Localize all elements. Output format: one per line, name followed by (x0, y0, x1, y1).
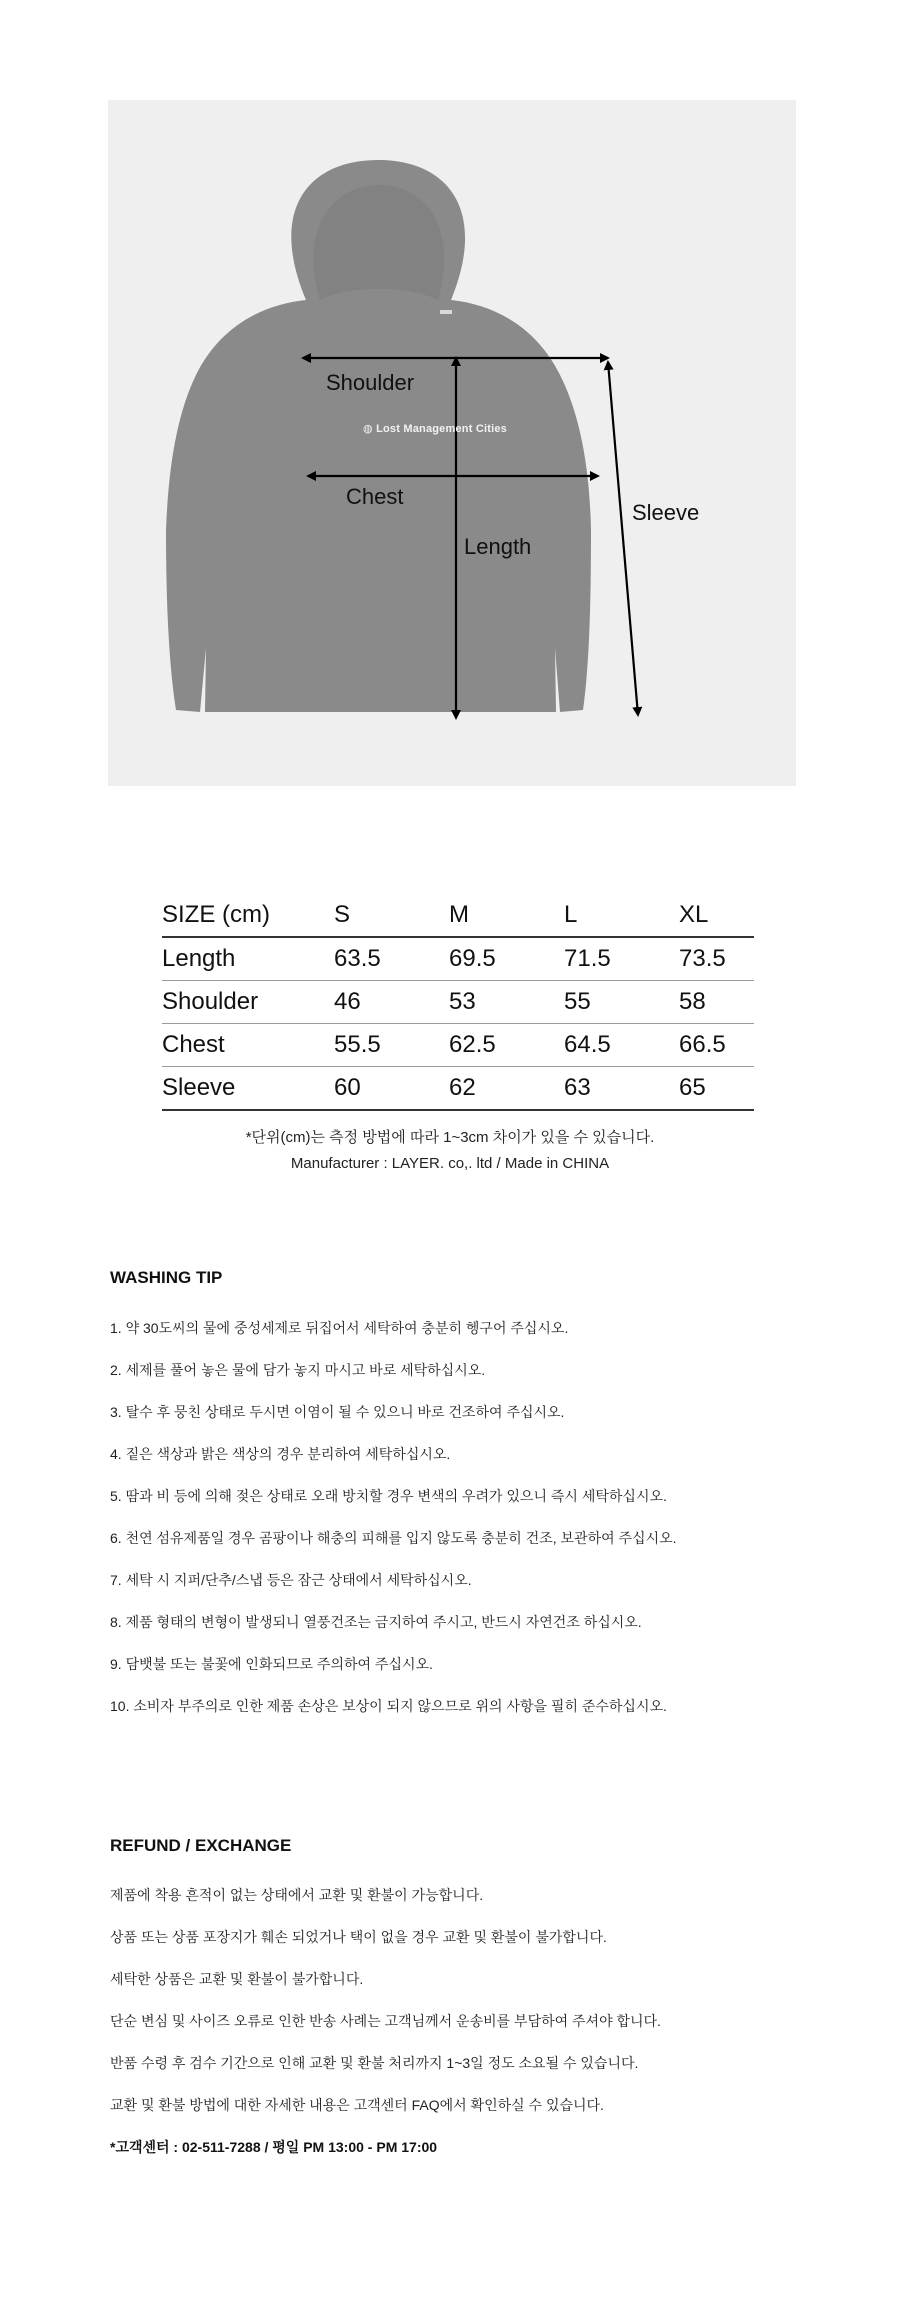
washing-item: 9. 담뱃불 또는 불꽃에 인화되므로 주의하여 주십시오. (110, 1656, 433, 1672)
row-label: Sleeve (162, 1067, 334, 1111)
size-table-header (162, 893, 754, 937)
refund-item: 교환 및 환불 방법에 대한 자세한 내용은 고객센터 FAQ에서 확인하실 수 있습니다. (110, 2097, 604, 2113)
row-label: Chest (162, 1024, 334, 1067)
refund-item: 반품 수령 후 검수 기간으로 인해 교환 및 환불 처리까지 1~3일 정도 소요될 수 있습니다. (110, 2055, 639, 2071)
table-cell: 55 (564, 981, 679, 1024)
table-cell: 55.5 (334, 1024, 449, 1067)
header-cell: M (449, 893, 564, 937)
table-row (162, 937, 754, 981)
header-cell: L (564, 893, 679, 937)
washing-item: 4. 짙은 색상과 밝은 색상의 경우 분리하여 세탁하십시오. (110, 1446, 451, 1462)
washing-item: 8. 제품 형태의 변형이 발생되니 열풍건조는 금지하여 주시고, 반드시 자연건조 하십시오. (110, 1614, 642, 1630)
shoulder-label: Shoulder (326, 370, 415, 395)
unit-note: *단위(cm)는 측정 방법에 따라 1~3cm 차이가 있을 수 있습니다. (245, 1129, 655, 1146)
washing-item: 6. 천연 섬유제품일 경우 곰팡이나 해충의 피해를 입지 않도록 충분히 건조, 보관하여 주십시오. (110, 1530, 677, 1546)
washing-item: 10. 소비자 부주의로 인한 제품 손상은 보상이 되지 않으므로 위의 사항을 필히 준수하십시오. (110, 1698, 667, 1714)
refund-item: 제품에 착용 흔적이 없는 상태에서 교환 및 환불이 가능합니다. (110, 1887, 484, 1903)
table-row (162, 1024, 754, 1067)
refund-item: 상품 또는 상품 포장지가 훼손 되었거나 택이 없을 경우 교환 및 환불이 불가합니다. (110, 1929, 607, 1945)
measurement-diagram (108, 100, 796, 786)
refund-item: 세탁한 상품은 교환 및 환불이 불가합니다. (110, 1971, 364, 1987)
table-cell: 64.5 (564, 1024, 679, 1067)
table-cell: 62 (449, 1067, 564, 1111)
washing-item: 2. 세제를 풀어 놓은 물에 담가 놓지 마시고 바로 세탁하십시오. (110, 1362, 486, 1378)
garment-logo-text: ◍ Lost Management Cities (363, 423, 507, 435)
table-cell: 63 (564, 1067, 679, 1111)
customer-center-contact: *고객센터 : 02-511-7288 / 평일 PM 13:00 - PM 17:00 (110, 2139, 438, 2155)
table-cell: 62.5 (449, 1024, 564, 1067)
sleeve-arrow (608, 362, 638, 715)
row-label: Length (162, 937, 334, 981)
washing-item: 5. 땀과 비 등에 의해 젖은 상태로 오래 방치할 경우 변색의 우려가 있으니 즉시 세탁하십시오. (110, 1488, 667, 1504)
hoodie-illustration (108, 100, 796, 786)
zipper-tab (440, 310, 452, 314)
table-cell: 73.5 (679, 937, 754, 981)
size-table (162, 893, 754, 1111)
header-cell: SIZE (cm) (162, 893, 334, 937)
header-cell: XL (679, 893, 754, 937)
washing-item: 3. 탈수 후 뭉친 상태로 두시면 이염이 될 수 있으니 바로 건조하여 주십시오. (110, 1404, 565, 1420)
table-cell: 65 (679, 1067, 754, 1111)
row-label: Shoulder (162, 981, 334, 1024)
table-cell: 71.5 (564, 937, 679, 981)
washing-title: WASHING TIP (110, 1268, 223, 1287)
table-cell: 66.5 (679, 1024, 754, 1067)
chest-label: Chest (346, 484, 404, 509)
table-cell: 69.5 (449, 937, 564, 981)
length-label: Length (464, 534, 532, 559)
refund-title: REFUND / EXCHANGE (110, 1836, 292, 1855)
table-cell: 63.5 (334, 937, 449, 981)
sleeve-label: Sleeve (632, 500, 700, 525)
washing-item: 1. 약 30도씨의 물에 중성세제로 뒤집어서 세탁하여 충분히 헹구어 주십시오. (110, 1320, 569, 1336)
manufacturer-note: Manufacturer : LAYER. co,. ltd / Made in CHINA (290, 1155, 610, 1172)
table-row (162, 981, 754, 1024)
table-cell: 53 (449, 981, 564, 1024)
table-cell: 60 (334, 1067, 449, 1111)
table-cell: 46 (334, 981, 449, 1024)
header-cell: S (334, 893, 449, 937)
refund-item: 단순 변심 및 사이즈 오류로 인한 반송 사례는 고객님께서 운송비를 부담하여 주셔야 합니다. (110, 2013, 661, 2029)
table-cell: 58 (679, 981, 754, 1024)
table-row (162, 1067, 754, 1111)
washing-item: 7. 세탁 시 지퍼/단추/스냅 등은 잠근 상태에서 세탁하십시오. (110, 1572, 472, 1588)
